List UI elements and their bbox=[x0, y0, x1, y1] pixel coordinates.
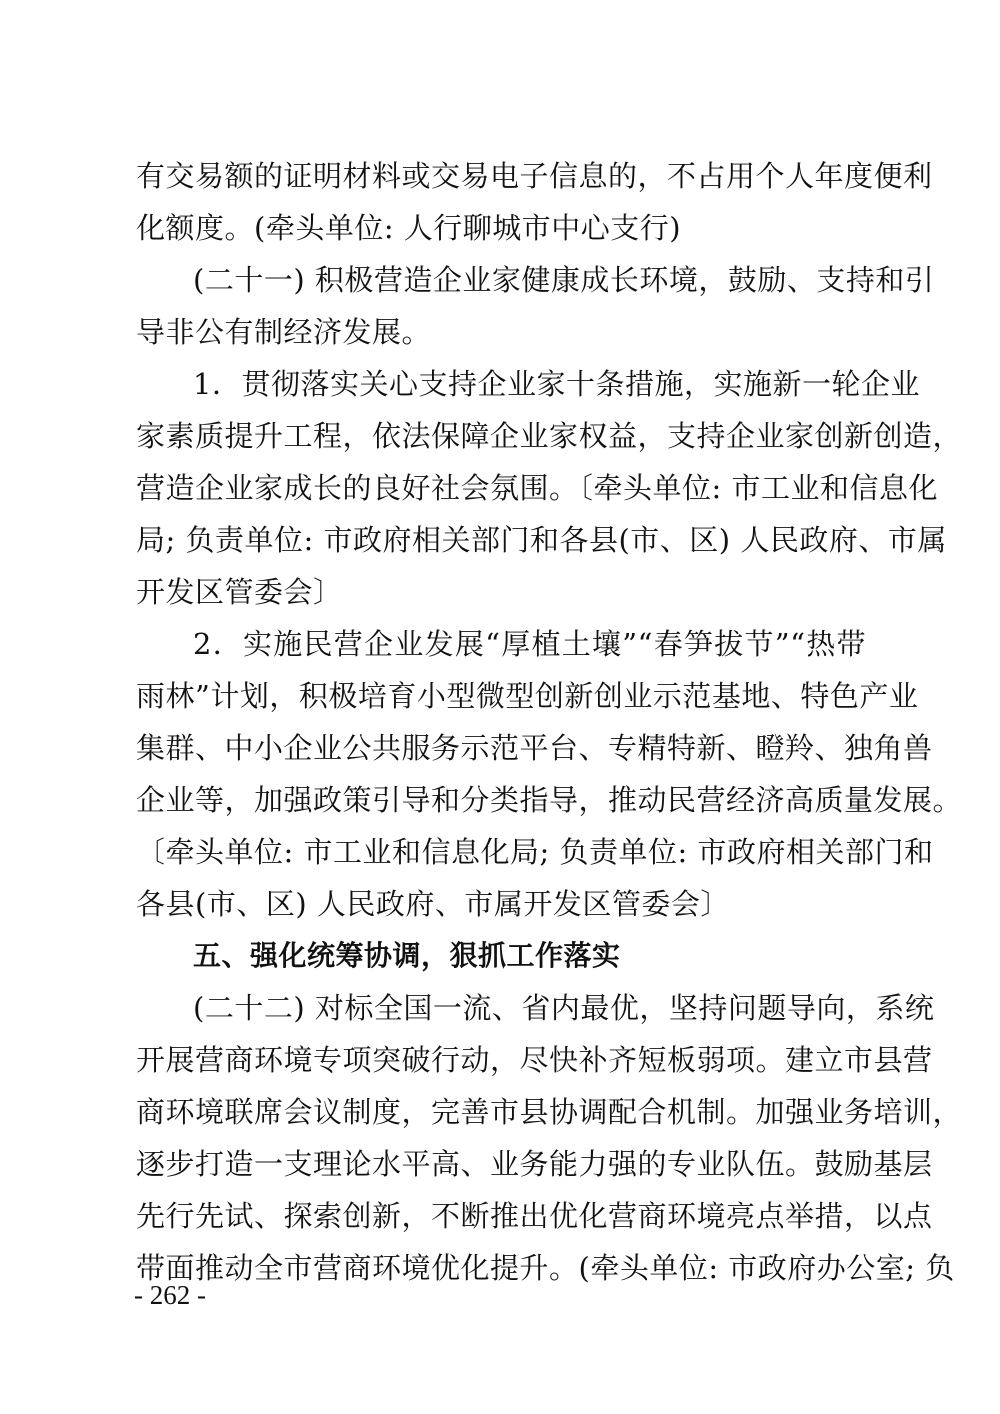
paragraph-line: 各县(市、区) 人民政府、市属开发区管委会〕 bbox=[136, 887, 730, 921]
paragraph-line: 化额度。(牵头单位: 人行聊城市中心支行) bbox=[136, 211, 682, 245]
page-number: - 262 - bbox=[134, 1280, 206, 1310]
paragraph-line: 营造企业家成长的良好社会氛围。〔牵头单位: 市工业和信息化 bbox=[136, 471, 938, 505]
paragraph-line: 雨林”计划，积极培育小型微型创新创业示范基地、特色产业 bbox=[136, 679, 919, 713]
paragraph-line: 商环境联席会议制度，完善市县协调配合机制。加强业务培训， bbox=[136, 1095, 963, 1129]
paragraph-line: 集群、中小企业公共服务示范平台、专精特新、瞪羚、独角兽 bbox=[136, 731, 933, 765]
paragraph-line: 〔牵头单位: 市工业和信息化局; 负责单位: 市政府相关部门和 bbox=[136, 835, 934, 869]
section-heading: 五、强化统筹协调，狠抓工作落实 bbox=[193, 939, 621, 972]
paragraph-line: 开发区管委会〕 bbox=[136, 575, 343, 609]
paragraph-line: 带面推动全市营商环境优化提升。(牵头单位: 市政府办公室; 负 bbox=[136, 1251, 955, 1285]
paragraph-line: 逐步打造一支理论水平高、业务能力强的专业队伍。鼓励基层 bbox=[136, 1147, 933, 1181]
paragraph-line: 开展营商环境专项突破行动，尽快补齐短板弱项。建立市县营 bbox=[136, 1043, 933, 1077]
paragraph-line: 企业等，加强政策引导和分类指导，推动民营经济高质量发展。 bbox=[136, 783, 963, 817]
paragraph-line: 家素质提升工程，依法保障企业家权益，支持企业家创新创造， bbox=[136, 419, 963, 453]
list-item-line: 1．贯彻落实关心支持企业家十条措施，实施新一轮企业 bbox=[193, 367, 920, 401]
paragraph-line: 先行先试、探索创新，不断推出优化营商环境亮点举措，以点 bbox=[136, 1199, 933, 1233]
paragraph-line: 有交易额的证明材料或交易电子信息的，不占用个人年度便利 bbox=[136, 159, 933, 193]
section-heading-line: (二十二) 对标全国一流、省内最优，坚持问题导向，系统 bbox=[193, 991, 935, 1025]
section-heading-line: (二十一) 积极营造企业家健康成长环境，鼓励、支持和引 bbox=[193, 263, 935, 297]
paragraph-line: 局; 负责单位: 市政府相关部门和各县(市、区) 人民政府、市属 bbox=[136, 523, 947, 557]
list-item-line: 2．实施民营企业发展“厚植土壤”“春笋拔节”“热带 bbox=[193, 627, 866, 661]
paragraph-line: 导非公有制经济发展。 bbox=[136, 315, 432, 349]
